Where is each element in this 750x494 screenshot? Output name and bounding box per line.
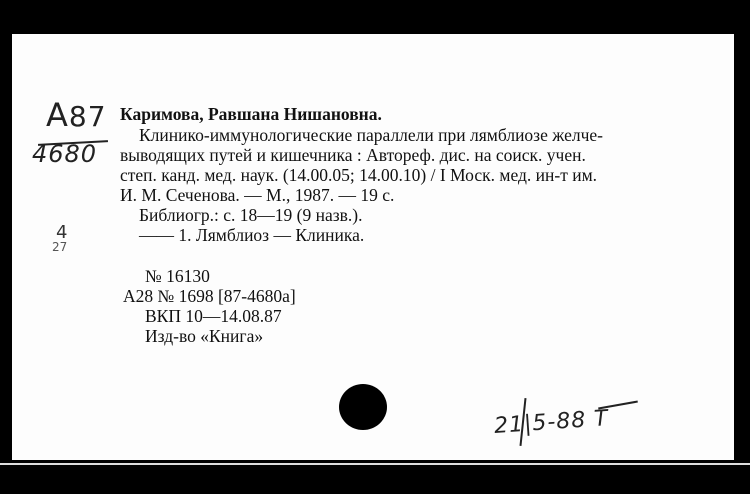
handwritten-date: 21|5-88 Т bbox=[493, 406, 610, 439]
shelf-mark-letter: А bbox=[46, 96, 69, 134]
registry-number: № 16130 bbox=[145, 266, 210, 286]
margin-note: 4 bbox=[56, 222, 68, 243]
card-bottom-edge bbox=[0, 463, 750, 465]
entry-author: Каримова, Равшана Нишановна. bbox=[120, 104, 382, 124]
entry-subject: —— 1. Лямблиоз — Клиника. bbox=[139, 225, 365, 245]
entry-title-line2: выводящих путей и кишечника : Автореф. дис. на соиск. учен. bbox=[120, 145, 586, 165]
shelf-mark-number: 87 bbox=[68, 100, 107, 133]
registry-a28: А28 № 1698 [87-4680а] bbox=[123, 286, 296, 306]
shelf-mark-line2: 4680 bbox=[32, 140, 98, 168]
entry-title-line3: степ. канд. мед. наук. (14.00.05; 14.00.10) / I Моск. мед. ин-т им. bbox=[120, 165, 598, 185]
entry-title-line4: И. М. Сеченова. — М., 1987. — 19 с. bbox=[120, 185, 395, 205]
entry-title-line1: Клинико-иммунологические параллели при лямблиозе желче- bbox=[139, 125, 603, 145]
registry-publisher: Изд-во «Книга» bbox=[145, 326, 264, 346]
registry-vkp: ВКП 10—14.08.87 bbox=[145, 306, 282, 326]
margin-note-small: 27 bbox=[52, 240, 68, 254]
entry-bibliography: Библиогр.: с. 18—19 (9 назв.). bbox=[139, 205, 363, 225]
card-punch-hole bbox=[339, 384, 387, 430]
shelf-mark-line1 bbox=[46, 96, 107, 134]
